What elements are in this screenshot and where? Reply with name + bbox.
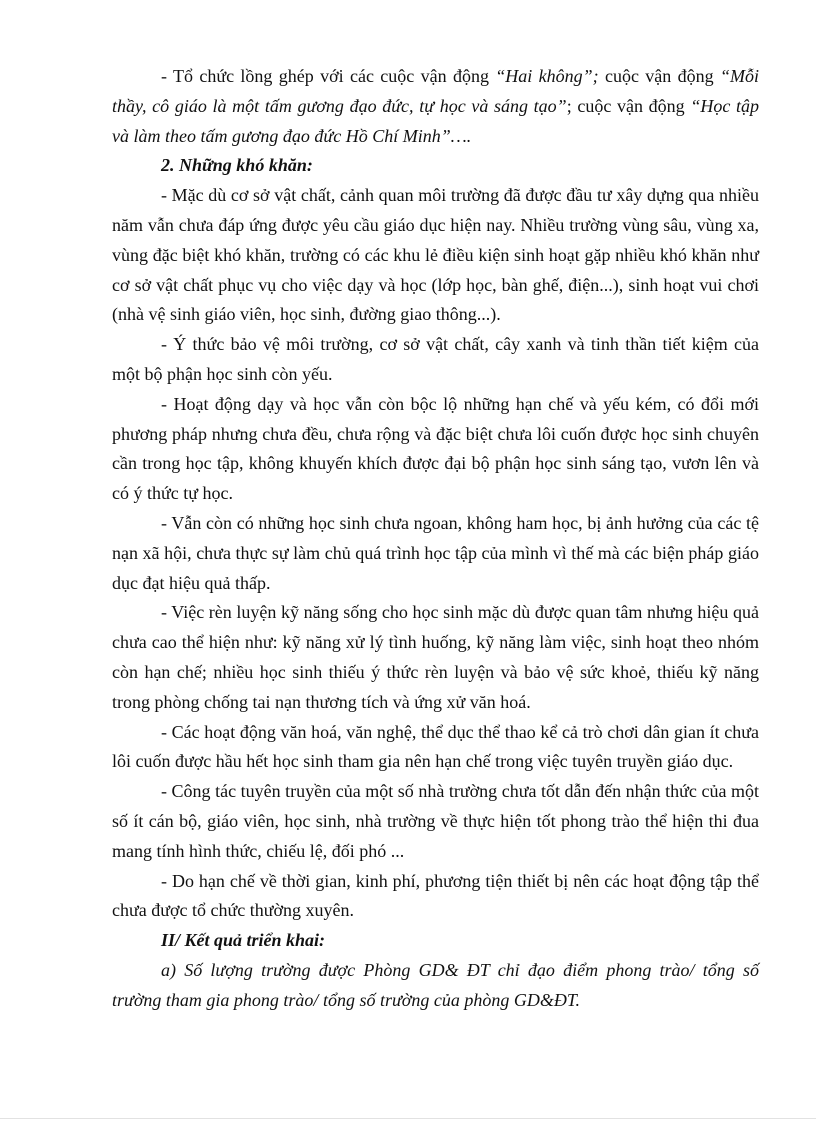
difficulty-paragraph: - Các hoạt động văn hoá, văn nghệ, thể dục thể thao kể cả trò chơi dân gian ít chưa lôi cuốn được hầu hết học sinh tham gia nên hạn chế trong việc tuyên truyền giáo dục.: [112, 721, 759, 772]
intro-paragraph: [112, 62, 759, 151]
difficulty-paragraph: - Do hạn chế về thời gian, kinh phí, phương tiện thiết bị nên các hoạt động tập thể chưa được tổ chức thường xuyên.: [112, 870, 759, 921]
difficulty-paragraph: - Công tác tuyên truyền của một số nhà trường chưa tốt dẫn đến nhận thức của một số ít cán bộ, giáo viên, học sinh, nhà trường về thực hiện tốt phong trào thể hiện thi đua mang tính hình thức, chiếu lệ, đối phó ...: [112, 781, 759, 861]
intro-lead-text: - Tổ chức lồng ghép với các cuộc vận động: [161, 66, 496, 86]
difficulty-paragraph: - Việc rèn luyện kỹ năng sống cho học sinh mặc dù được quan tâm nhưng hiệu quả chưa cao thể hiện như: kỹ năng xử lý tình huống, kỹ năng làm việc, sinh hoạt theo nhóm còn hạn chế; nhiều học sinh thiếu ý thức rèn luyện và bảo vệ sức khoẻ, thiếu kỹ năng trong phòng chống tai nạn thương tích và ứng xử văn hoá.: [112, 602, 759, 712]
quote-hai-khong: “Hai không”;: [495, 66, 599, 86]
document-body: [112, 62, 759, 1016]
difficulty-paragraph: - Vẫn còn có những học sinh chưa ngoan, không ham học, bị ảnh hưởng của các tệ nạn xã hội, chưa thực sự làm chủ quá trình học tập của mình vì thế mà các biện pháp giáo dục đạt hiệu quả thấp.: [112, 512, 759, 593]
difficulty-paragraph: - Mặc dù cơ sở vật chất, cảnh quan môi trường đã được đầu tư xây dựng qua nhiều năm vẫn chưa đáp ứng được yêu cầu giáo dục hiện nay. Nhiều trường vùng sâu, vùng xa, vùng đặc biệt khó khăn, trường có các khu lẻ điều kiện sinh hoạt gặp nhiều khó khăn như cơ sở vật chất phục vụ cho việc dạy và học (lớp học, bàn ghế, điện...), sinh hoạt vui chơi (nhà vệ sinh giáo viên, học sinh, đường giao thông...).: [112, 185, 759, 325]
difficulty-paragraph: - Ý thức bảo vệ môi trường, cơ sở vật chất, cây xanh và tinh thần tiết kiệm của một bộ phận học sinh còn yếu.: [112, 334, 759, 384]
quote-hoc-tap-lam-theo: “Học tập và làm theo tấm gương đạo đức Hồ Chí Minh”….: [112, 95, 759, 146]
section-heading-ket-qua: II/ Kết quả triển khai:: [161, 930, 326, 951]
result-item-a: a) Số lượng trường được Phòng GD& ĐT chỉ đạo điểm phong trào/ tổng số trường tham gia phong trào/ tổng số trường của phòng GD&ĐT.: [112, 959, 759, 1010]
difficulty-paragraph: - Hoạt động dạy và học vẫn còn bộc lộ những hạn chế và yếu kém, có đổi mới phương pháp nhưng chưa đều, chưa rộng và đặc biệt chưa lôi cuốn được học sinh chuyên cần trong học tập, không khuyến khích được đại bộ phận học sinh sáng tạo, vươn lên và có ý thức tự học.: [112, 393, 759, 504]
section-heading-kho-khan: 2. Những khó khăn:: [161, 155, 313, 176]
quote-moi-thay-co-giao: “Mỗi thầy, cô giáo là một tấm gương đạo đức, tự học và sáng tạo”: [112, 66, 759, 116]
page-bottom-divider: [0, 1118, 816, 1119]
intro-mid-text: cuộc vận động: [598, 66, 720, 86]
intro-mid-text-2: ; cuộc vận động: [566, 95, 691, 116]
